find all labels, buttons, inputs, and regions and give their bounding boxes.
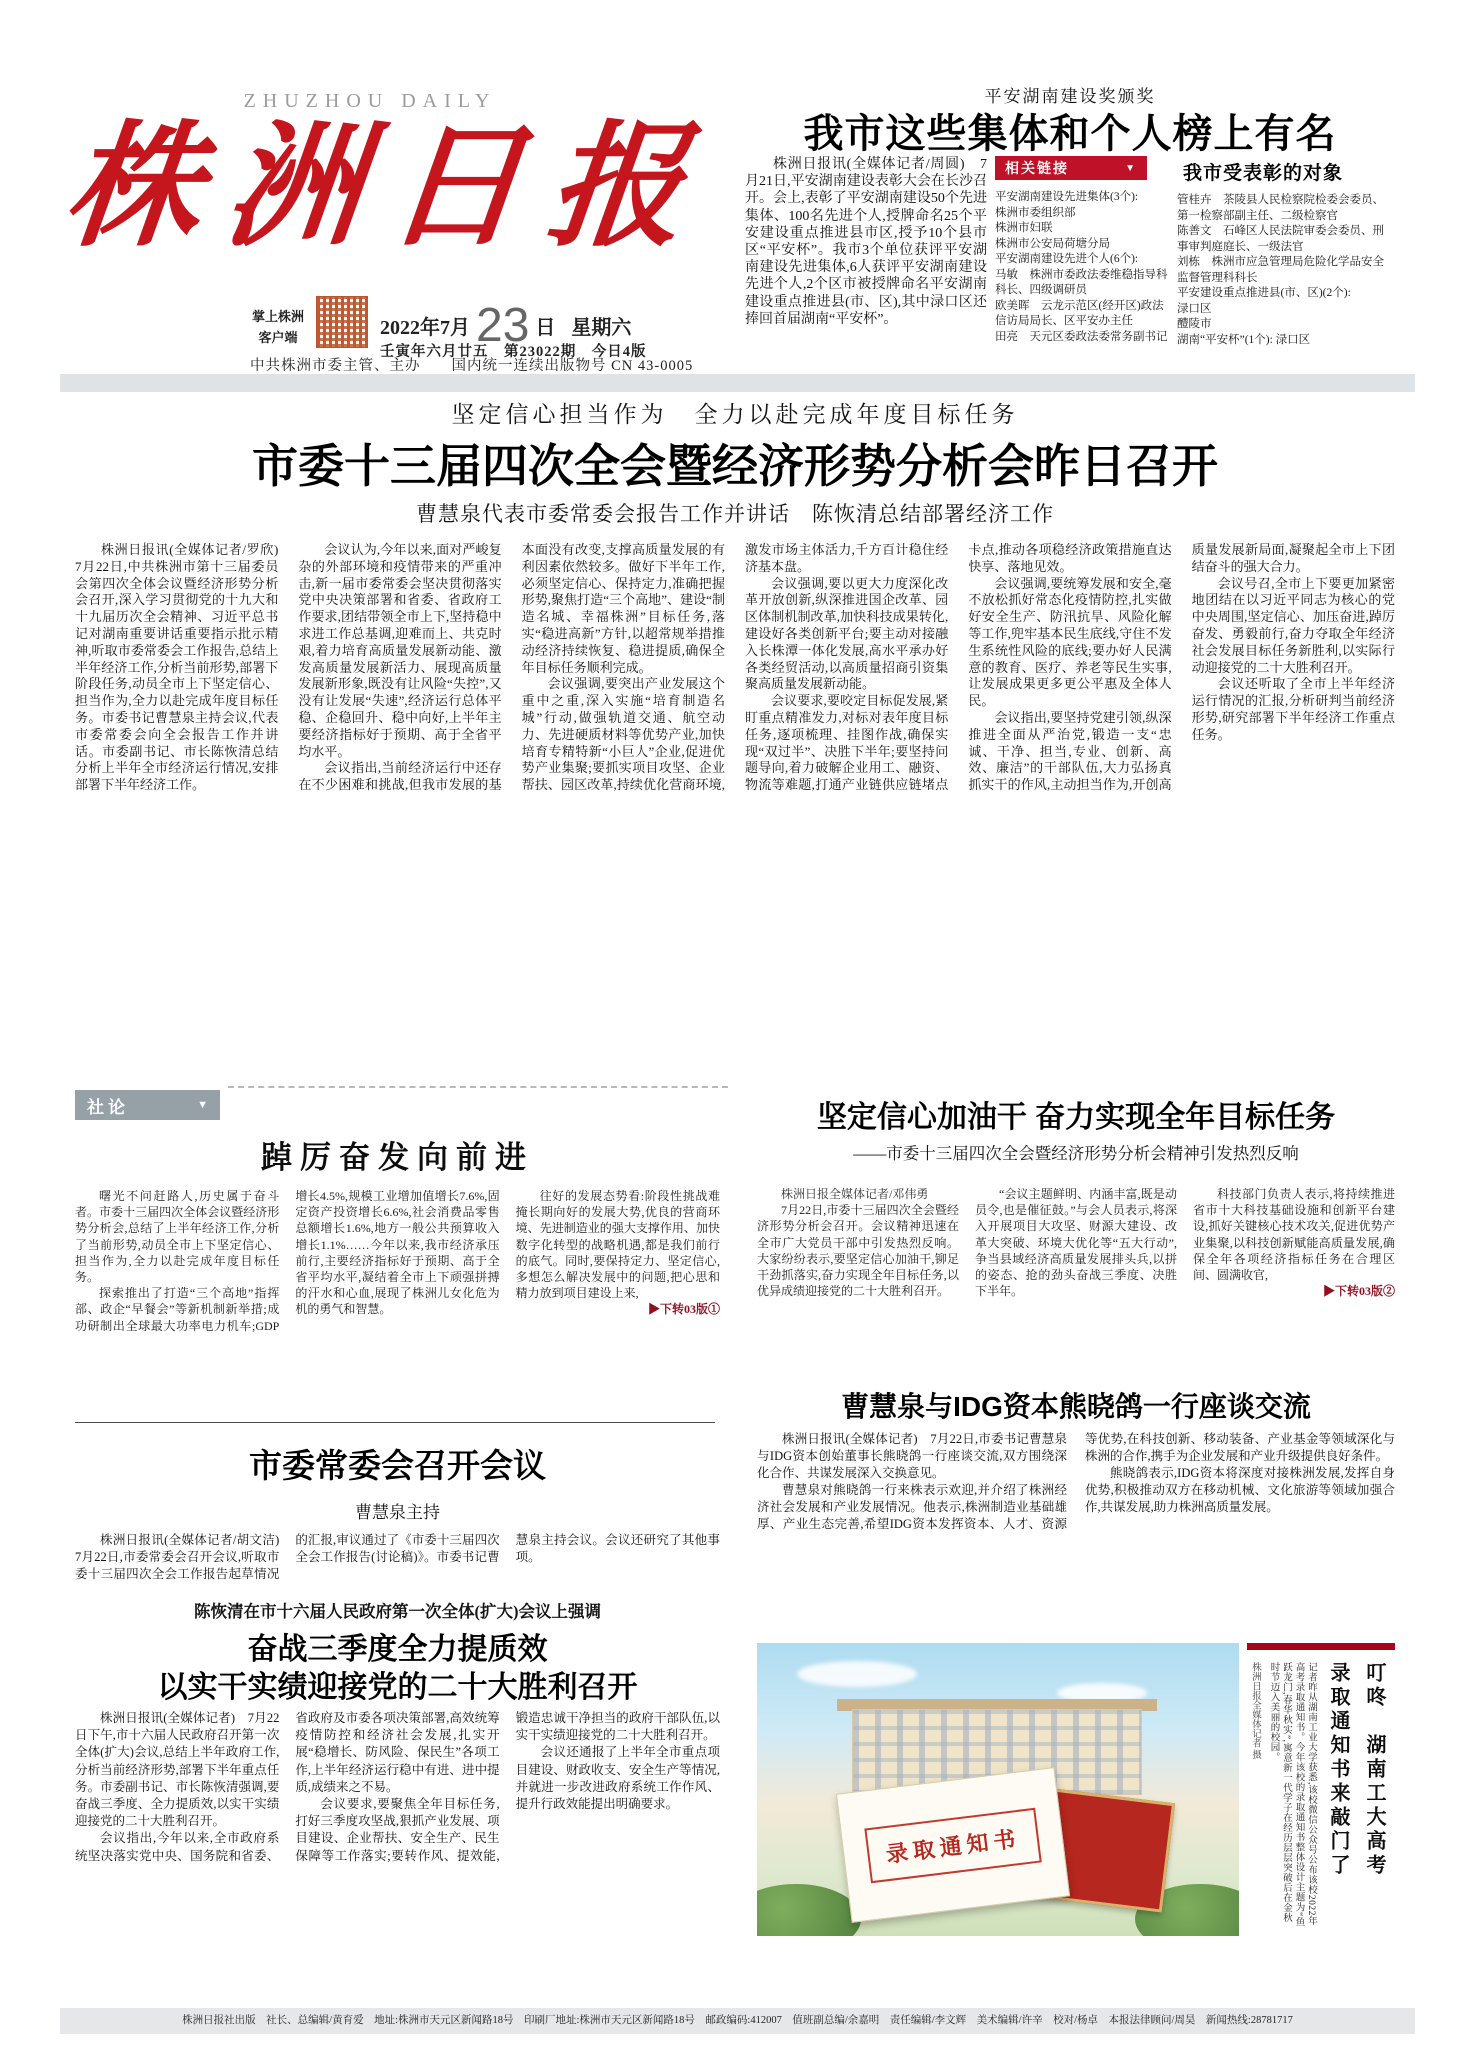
award-list-item: 田亮 天元区委政法委常务副书记 — [995, 330, 1168, 343]
award-list-item: 平安湖南建设先进集体(3个): — [995, 191, 1139, 203]
government-meeting-story — [75, 1598, 720, 1998]
award-list-item: 平安建设重点推进县(市、区)(2个): — [1177, 287, 1351, 299]
award-list-right — [1177, 193, 1395, 348]
reflections-byline: 株洲日报全媒体记者/邓伟勇 — [781, 1187, 929, 1201]
body-paragraph: 株洲日报讯(全媒体记者/胡文洁) 7月22日,市委常委会召开会议,听取市委十三届四次全会工作报告起草情况的汇报,审议通过了《市委十三届四次全会工作报告(讨论稿)》。市委书记曹慧泉主持会议。会议还研究了其他事项。 — [75, 1533, 720, 1581]
government-meeting-headline-1: 奋战三季度全力提质效 — [247, 1633, 548, 1666]
body-paragraph: 会议要求,要咬定目标促发展,紧盯重点精准发力,对标对表年度目标任务,逐项梳理、挂图作战,确保实现“双过半”、决胜下半年;要坚持问题导向,着力破解企业用工、融资、物流等难题,打通产业链供应链堵点卡点,推动各项稳经济政策措施直达快享、落地见效。 — [744, 542, 1172, 793]
award-list-item: 管桂卉 茶陵县人民检察院检委会委员、第一检察部副主任、二级检察官 — [1177, 194, 1384, 222]
body-paragraph: 科技部门负责人表示,将持续推进省市十大科技基础设施和创新平台建设,抓好关键核心技术攻关,促进优势产业集聚,以科技创新赋能高质量发展,确保全年各项经济指标任务在合理区间、圆满收官, — [1193, 1187, 1395, 1283]
award-objects-heading: 我市受表彰的对象 — [1183, 163, 1344, 184]
body-paragraph: 熊晓鸽表示,IDG资本将深度对接株洲发展,发挥自身优势,积极推动双方在移动机械、文化旅游等领域加强合作,共谋发展,助力株洲高质量发展。 — [1085, 1466, 1395, 1514]
imprint-footer — [60, 2008, 1415, 2034]
main-story — [75, 396, 1395, 992]
date-prefix: 2022年7月 — [380, 317, 470, 339]
main-story-subhead: 曹慧泉代表市委常委会报告工作并讲话 陈恢清总结部署经济工作 — [416, 502, 1054, 526]
jump-to-page-marker: ▶下转03版① — [647, 1302, 720, 1317]
award-columns — [745, 156, 1395, 366]
award-list-item: 湖南“平安杯”(1个): 渌口区 — [1177, 333, 1311, 346]
triangle-down-icon: ▼ — [1125, 162, 1137, 174]
masthead-english-title: ZHUZHOU DAILY — [243, 90, 497, 112]
body-paragraph: 会议强调,要突出产业发展这个重中之重,深入实施“培育制造名城”行动,做强轨道交通、航空动力、先进硬质材料等优势产业,加快培育专精特新“小巨人”企业,促进优势产业集聚;要抓实项目攻坚、企业帮扶、园区改革,持续优化营商环境,激发市场主体活力,千方百计稳住经济基本盘。 — [521, 542, 949, 793]
date-day-suffix: 日 — [535, 317, 556, 339]
award-list-item: 株洲市委组织部 — [995, 206, 1076, 219]
caption-credit: 株洲日报全媒体记者 摄 — [1250, 1662, 1260, 1760]
award-list-item: 平安湖南建设先进个人(6个): — [995, 253, 1139, 265]
government-meeting-body — [75, 1710, 720, 1994]
body-paragraph: 往好的发展态势看:阶段性挑战难掩长期向好的发展大势,优良的营商环境、先进制造业的强大支撑作用、加快数字化转型的战略机遇,都是我们前行的底气。同时,要保持定力、坚定信心,多想怎么解决发展中的问题,把心思和精力放到项目建设上来, — [515, 1189, 720, 1301]
body-paragraph: 曹慧泉对熊晓鸽一行来株表示欢迎,并介绍了株洲经济社会发展和产业发展情况。他表示,株洲制造业基础雄厚、产业生态完善,希望IDG资本发挥资本、人才、资源等优势,在科技创新、移动装备、产业基金等领域深化与株洲的合作,携手为企业发展和产业升级提供良好条件。 — [757, 1432, 1395, 1531]
lunar-issue-line: 壬寅年六月廿五 第23022期 今日4版 — [380, 344, 647, 360]
editorial-body — [75, 1188, 720, 1410]
caption-body: 记者昨从湖南工业大学获悉,该校微信公众号公布该校2022年高考录取通知书。今年该校的录取通知书整体设计主题为“鱼跃龙门,春华秋实”,寓意新一代学子在经历层层突破后在金秋时节迈入美丽的校园。 — [1268, 1662, 1316, 1927]
body-paragraph: 探索推出了打造“三个高地”指挥部、政企“早餐会”等新机制新举措;成功研制出全球最大功率电力机车;GDP增长4.5%,规模工业增加值增长7.6%,固定资产投资增长6.6%,社会消费品零售总额增长1.6%,地方一般公共预算收入增长1.1%……今年以来,我市经济承压前行,主要经济指标好于预期、高于全省平均水平,凝结着全市上下顽强拼搏的汗水和心血,展现了株洲儿女化危为机的勇气和智慧。 — [75, 1189, 500, 1333]
award-list-item: 醴陵市 — [1177, 318, 1212, 330]
idg-headline: 曹慧泉与IDG资本熊晓鸽一行座谈交流 — [841, 1391, 1311, 1422]
award-list-item: 刘栋 株洲市应急管理局危险化学品安全监督管理科科长 — [1177, 256, 1384, 284]
award-list-left — [995, 190, 1173, 345]
body-paragraph: 会议指出,当前经济运行中还存在不少困难和挑战,但我市发展的基本面没有改变,支撑高质量发展的有利因素依然较多。做好下半年工作,必须坚定信心、保持定力,准确把握形势,聚焦打造“三个高地”、建设“制造名城、幸福株洲”目标任务,落实“稳进高新”方针,以超常规举措推动经济持续恢复、稳进提质,确保全年目标任务顺利完成。 — [298, 542, 725, 793]
publisher-line: 中共株洲市委主管、主办 国内统一连续出版物号 CN 43-0005 — [250, 358, 694, 374]
government-meeting-headline-2: 以实干实绩迎接党的二十大胜利召开 — [157, 1671, 638, 1704]
date-day: 23 — [476, 299, 530, 352]
app-promo-line2: 客户端 — [258, 330, 298, 345]
jump-to-page-marker: ▶下转03版② — [1322, 1284, 1395, 1299]
main-story-body — [75, 542, 1395, 990]
standing-committee-story — [75, 1440, 720, 1592]
body-paragraph: 会议指出,今年以来,全市政府系统坚决落实党中央、国务院和省委、省政府及市委各项决策部署,高效统筹疫情防控和经济社会发展,扎实开展“稳增长、防风险、保民生”各项工作,上半年经济运行稳中有进、进中提质,成绩来之不易。 — [75, 1711, 500, 1863]
standing-committee-body — [75, 1532, 720, 1590]
award-list-item: 欧美晖 云龙示范区(经开区)政法信访局局长、区平安办主任 — [995, 299, 1164, 327]
body-paragraph: 会议认为,今年以来,面对严峻复杂的外部环境和疫情带来的严重冲击,新一届市委常委会坚决贯彻落实党中央决策部署和省委、省政府工作要求,团结带领全市上下,坚持稳中求进工作总基调,迎难而上、共克时艰,着力培育高质量发展新动能、激发高质量发展新活力、展现高质量发展新形象,既没有让风险“失控”,又没有让发展“失速”,经济运行总体平稳、企稳回升、稳中向好,上半年主要经济指标好于预期、高于全省平均水平。 — [298, 542, 502, 759]
body-paragraph: 株洲日报讯(全媒体记者) 7月22日,市委书记曹慧泉与IDG资本创始董事长熊晓鸽一行座谈交流,双方围绕深化合作、共谋发展深入交换意见。 — [757, 1432, 1067, 1480]
qr-code-icon — [316, 296, 368, 348]
body-paragraph: “会议主题鲜明、内涵丰富,既是动员令,也是催征鼓。”与会人员表示,将深入开展项目大攻坚、财源大建设、改革大突破、环境大优化等“五大行动”,争当县域经济高质量发展排头兵,以拼的姿态、抢的劲头奋战三季度、决胜下半年。 — [975, 1187, 1177, 1299]
award-related-column — [995, 156, 1173, 366]
body-paragraph: 会议强调,要以更大力度深化改革开放创新,纵深推进国企改革、园区体制机制改革,加快科技成果转化,建设好各类创新平台;要主动对接融入长株潭一体化发展,高水平承办好各类经贸活动,以高质量招商引资集聚高质量发展新动能。 — [744, 575, 949, 692]
weekday: 星期六 — [571, 317, 632, 339]
reflections-body — [757, 1186, 1395, 1401]
body-paragraph: 株洲日报讯(全媒体记者) 7月22日下午,市十六届人民政府召开第一次全体(扩大)会议,总结上半年政府工作,分析当前经济形势,部署下半年重点任务。市委副书记、市长陈恢清强调,要奋战三季度、全力提质效,以实干实绩迎接党的二十大胜利召开。 — [75, 1711, 280, 1829]
editorial — [75, 1090, 720, 1412]
editorial-tag — [75, 1090, 220, 1120]
award-news-box — [745, 76, 1395, 368]
masthead-logo: 株洲日报 — [57, 106, 719, 265]
reflections-story — [757, 1090, 1395, 1412]
body-paragraph: 会议号召,全市上下要更加紧密地团结在以习近平同志为核心的党中央周围,坚定信心、加压奋进,踔厉奋发、勇毅前行,奋力夺取全年经济社会发展目标任务新胜利,以实际行动迎接党的二十大胜利召开。 — [1191, 575, 1395, 675]
editorial-tag-label: 社论 — [87, 1097, 129, 1117]
body-paragraph: 曙光不问赶路人,历史属于奋斗者。市委十三届四次全体会议暨经济形势分析会,总结了上半年经济工作,分析了当前形势,动员全市上下坚定信心、担当作为,全力以赴完成年度目标任务。 — [75, 1189, 280, 1285]
body-paragraph: 会议强调,要统筹发展和安全,毫不放松抓好常态化疫情防控,扎实做好安全生产、防汛抗旱、风险化解等工作,兜牢基本民生底线,守住不发生系统性风险的底线;要办好人民满意的教育、医疗、养老等民生实事,让发展成果更多更公平惠及全体人民。 — [968, 575, 1172, 709]
triangle-down-icon: ▼ — [197, 1099, 208, 1111]
award-objects-column — [1177, 156, 1395, 366]
body-paragraph: 会议还听取了全市上半年经济运行情况的汇报,分析研判当前经济形势,研究部署下半年经济工作重点任务。 — [1191, 676, 1395, 742]
caption-title-line1: 叮咚 湖南工大高考 — [1363, 1662, 1385, 1878]
admission-letter-label: 录取通知书 — [865, 1807, 1041, 1882]
body-paragraph: 7月22日,市委十三届四次全会暨经济形势分析会召开。会议精神迅速在全市广大党员干部中引发热烈反响。大家纷纷表示,要坚定信心加油干,铆足干劲抓落实,奋力实现全年目标任务,以优异成绩迎接党的二十大胜利召开。 — [757, 1203, 959, 1299]
body-paragraph: 会议要求,要聚焦全年目标任务,打好三季度攻坚战,狠抓产业发展、项目建设、企业帮扶、安全生产、民生保障等工作落实;要转作风、提效能,锻造忠诚干净担当的政府干部队伍,以实干实绩迎接党的二十大胜利召开。 — [295, 1711, 720, 1863]
standing-committee-subhead: 曹慧泉主持 — [355, 1503, 440, 1522]
idg-story — [757, 1385, 1395, 1635]
award-list-item: 株洲市公安局荷塘分局 — [995, 237, 1110, 250]
award-kicker: 平安湖南建设奖颁奖 — [984, 87, 1156, 106]
award-list-item: 陈善文 石峰区人民法院审委会委员、刑事审判庭庭长、一级法官 — [1177, 225, 1384, 253]
admission-letter-card — [836, 1767, 1070, 1923]
cloud-shape — [797, 1661, 917, 1687]
related-links-tag — [995, 156, 1147, 180]
dashed-separator — [228, 1086, 728, 1088]
main-story-kicker: 坚定信心担当作为 全力以赴完成年度目标任务 — [451, 402, 1019, 427]
photo-caption-panel — [1247, 1643, 1395, 1936]
reflections-subhead: ——市委十三届四次全会暨经济形势分析会精神引发热烈反响 — [853, 1144, 1299, 1163]
idg-body — [757, 1431, 1395, 1631]
award-list-item: 渌口区 — [1177, 302, 1212, 315]
government-meeting-kicker: 陈恢清在市十六届人民政府第一次全体(扩大)会议上强调 — [194, 1602, 601, 1621]
caption-title-line2: 录取通知书来敲门了 — [1327, 1662, 1349, 1878]
admission-letter-photo — [757, 1643, 1239, 1936]
award-list-item: 马敏 株洲市委政法委维稳指导科科长、四级调研员 — [995, 268, 1168, 296]
bush-shape — [757, 1884, 861, 1936]
standing-committee-headline: 市委常委会召开会议 — [249, 1447, 546, 1484]
related-links-label: 相关链接 — [1005, 160, 1069, 176]
award-intro-text: 株洲日报讯(全媒体记者/周圆) 7月21日,平安湖南建设表彰大会在长沙召开。会上,表彰了平安湖南建设50个先进集体、100名先进个人,授牌命名25个平安建设重点推进县市区,授予10个县市区“平安杯”。我市3个单位获评平安湖南建设先进集体,6人获评平安湖南建设先进个人,2个区市被授牌命名平安湖南建设重点推进县(市、区),其中渌口区还捧回首届湖南“平安杯”。 — [745, 157, 987, 327]
imprint-text: 株洲日报社出版 社长、总编辑/黄育爱 地址:株洲市天元区新闻路18号 印刷厂地址:株洲市天元区新闻路18号 邮政编码:412007 值班副总编/余嘉明 责任编辑/李文辉 美术编辑/许辛 校对/杨卓 本报法律顾问/周昊 新闻热线:28781717 — [182, 2015, 1293, 2026]
award-headline: 我市这些集体和个人榜上有名 — [803, 112, 1337, 156]
editorial-headline: 踔厉奋发向前进 — [261, 1140, 534, 1175]
separator-band — [60, 374, 1415, 392]
reflections-headline: 坚定信心加油干 奋力实现全年目标任务 — [816, 1101, 1336, 1134]
award-intro-column — [745, 156, 987, 366]
app-promo-line1: 掌上株洲 — [251, 309, 304, 324]
body-paragraph: 株洲日报讯(全媒体记者/罗欣) 7月22日,中共株洲市第十三届委员会第四次全体会议暨经济形势分析会召开,深入学习贯彻党的十九大和十九届历次全会精神、习近平总书记对湖南重要讲话重要指示批示精神,听取市委常委会工作报告,总结上半年经济工作,分析当前形势,部署下阶段任务,动员全市上下坚定信心、担当作为,全力以赴完成年度目标任务。市委书记曹慧泉主持会议,代表市委常委会向全会报告工作并讲话。市委副书记、市长陈恢清总结分析上半年全市经济运行情况,安排部署下半年经济工作。 — [75, 542, 292, 793]
horizontal-rule — [75, 1422, 715, 1423]
body-paragraph: 会议还通报了上半年全市重点项目建设、财政收支、安全生产等情况,并就进一步改进政府系统工作作风、提升行政效能提出明确要求。 — [515, 1745, 720, 1812]
app-promo — [246, 306, 310, 348]
main-story-headline: 市委十三届四次全会暨经济形势分析会昨日召开 — [252, 440, 1218, 492]
award-list-item: 株洲市妇联 — [995, 222, 1053, 234]
body-paragraph: 会议指出,要坚持党建引领,纵深推进全面从严治党,锻造一支“忠诚、干净、担当,专业、创新、高效、廉洁”的干部队伍,大力弘扬真抓实干的作风,主动担当作为,开创高质量发展新局面,凝聚起全市上下团结奋斗的强大合力。 — [968, 542, 1395, 793]
